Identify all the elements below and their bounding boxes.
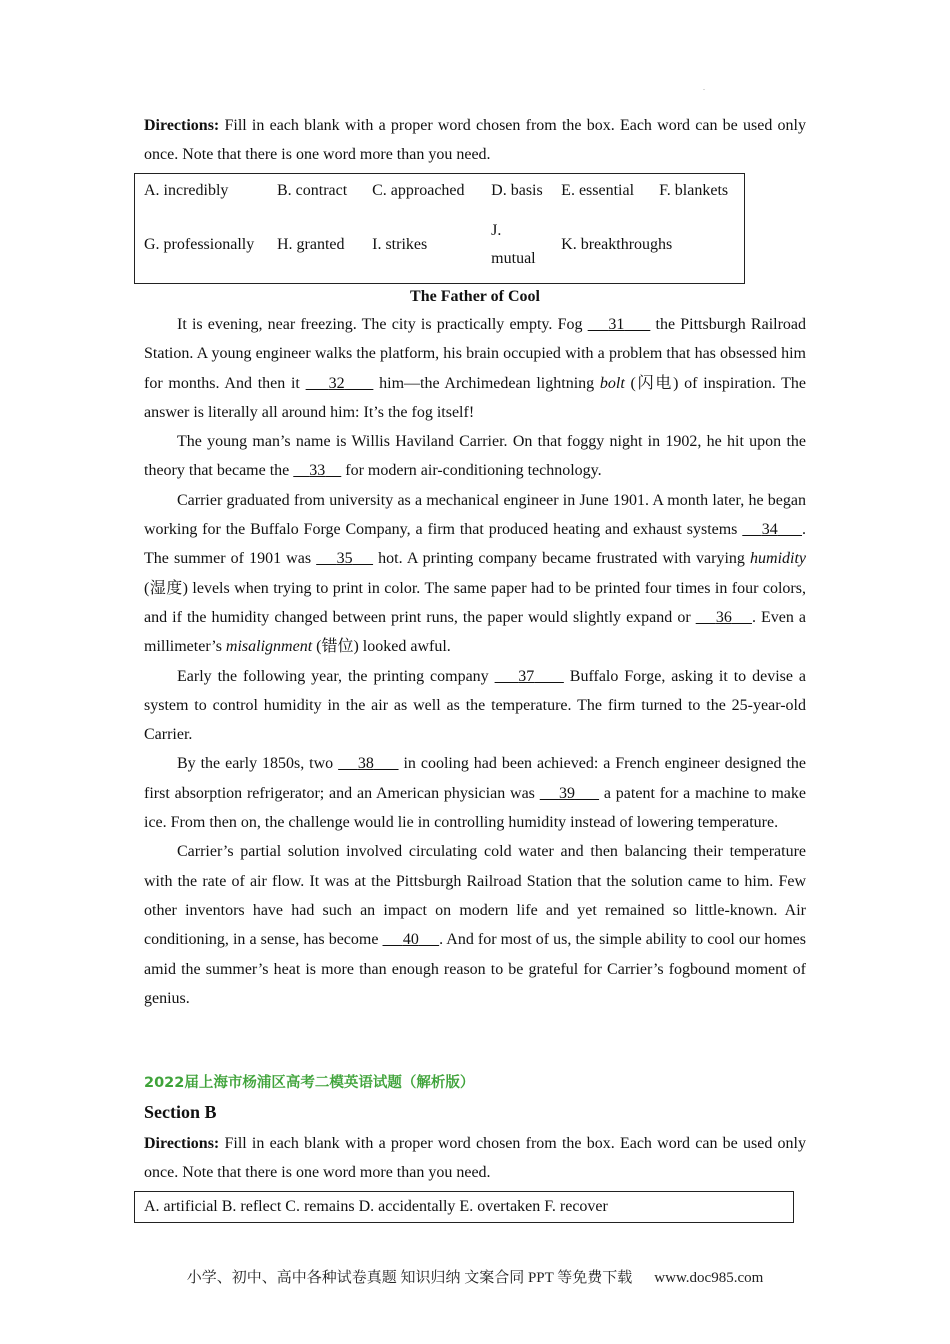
word-option: A. incredibly [144, 181, 229, 199]
blank-39 [540, 785, 599, 802]
passage-paragraph-5 [144, 749, 806, 837]
text-run: (错位) looked awful. [312, 638, 451, 656]
text-run: The young man’s name is Willis Haviland Carrier. On that foggy night in 1902, he hit upon the theory that became the [144, 433, 806, 480]
passage [144, 310, 806, 1013]
blank-number: 39 [558, 784, 575, 802]
word-option: J. mutual [491, 222, 536, 268]
text-run: Early the following year, the printing company [177, 667, 495, 685]
italic-term: misalignment [225, 638, 313, 656]
blank-number: 32 [328, 374, 345, 392]
blank-number: 31 [608, 316, 625, 333]
passage-paragraph-6 [144, 837, 806, 1013]
blank-32 [306, 375, 374, 392]
blank-38 [338, 755, 398, 772]
text-run: a patent for a machine to make ice. From then on, the challenge would lie in controlling humidity instead of lowering temperature. [144, 784, 807, 832]
directions-label: Directions: [144, 1135, 220, 1152]
blank-35 [316, 550, 373, 567]
directions [144, 111, 806, 170]
passage-paragraph-1 [144, 310, 806, 427]
passage-paragraph-2 [144, 427, 806, 486]
text-run: Buffalo Forge, asking it to devise a system to control humidity in the air as well as the temperature. The firm turned to the 25-year-old Carrier. [144, 667, 806, 744]
footer-text: 小学、初中、高中各种试卷真题 知识归纳 文案合同 PPT 等免费下载 [186, 1270, 633, 1286]
blank-33 [293, 462, 341, 479]
italic-term: humidity [750, 550, 807, 568]
directions-section-b [144, 1129, 806, 1188]
text-run: Carrier’s partial solution involved circulating cold water and then balancing their temperature with the rate of air flow. It was at the Pittsburgh Railroad Station that the solution came to him. Few other inventors have had such an impact on modern life and yet remained so little-known. Air conditioning, in a sense, has become [144, 843, 806, 949]
italic-term: bolt [599, 374, 625, 392]
text-run: By the early 1850s, two [177, 755, 339, 773]
blank-number: 33 [309, 462, 326, 480]
directions-label: Directions: [144, 117, 220, 134]
text-run: for modern air-conditioning technology. [341, 462, 602, 480]
page-footer [0, 1266, 950, 1290]
passage-paragraph-3 [144, 486, 806, 662]
passage-paragraph-4 [144, 662, 806, 750]
blank-40 [383, 931, 440, 948]
text-run: . The summer of 1901 was [144, 521, 807, 568]
blank-34 [742, 521, 802, 538]
directions-text: Fill in each blank with a proper word chosen from the box. Each word can be used only once. Note that there is one word more than you need. [144, 117, 806, 164]
blank-31 [588, 316, 651, 333]
blank-number: 34 [761, 521, 778, 539]
directions-paragraph [144, 1129, 806, 1188]
text-run: It is evening, near freezing. The city is practically empty. Fog [177, 316, 588, 333]
directions-paragraph [144, 111, 806, 170]
text-run: . And for most of us, the simple ability to cool our homes amid the summer’s heat is more than enough reason to be grateful for Carrier’s fogbound moment of genius. [144, 931, 806, 1007]
word-option: F. blankets [659, 181, 729, 199]
text-run: (湿度) levels when trying to print in color. The same paper had to be printed four times in four colors, and if the humidity changed between print runs, the paper would slightly expand or [144, 579, 806, 626]
text-run: him—the Archimedean lightning [373, 374, 600, 392]
text-run: Carrier graduated from university as a mechanical engineer in June 1901. A month later, he began working for the Buffalo Forge Company, a firm that produced heating and exhaust systems [144, 491, 806, 539]
exam-source-title: 2022届上海市杨浦区高考二模英语试题（解析版） [144, 1075, 475, 1091]
text-run: hot. A printing company became frustrated with varying [373, 550, 751, 568]
text-run: . Even a millimeter’s [144, 608, 807, 656]
word-option: C. approached [372, 181, 465, 199]
word-box-row-2 [135, 208, 745, 284]
text-run: (闪电) of inspiration. The answer is literally all around him: It’s the fog itself! [144, 374, 807, 421]
word-option: I. strikes [372, 236, 428, 254]
text-run: in cooling had been achieved: a French engineer designed the first absorption refrigerator; and an American physician was [144, 755, 806, 802]
blank-37 [495, 668, 564, 685]
word-option: B. contract [277, 181, 348, 199]
directions-text: Fill in each blank with a proper word chosen from the box. Each word can be used only once. Note that there is one word more than you need. [144, 1135, 806, 1182]
blank-number: 35 [336, 550, 353, 568]
decorative-dot: . [703, 83, 705, 92]
word-option: K. breakthroughs [561, 236, 673, 254]
blank-number: 37 [518, 667, 535, 685]
blank-number: 38 [357, 755, 374, 773]
word-option: G. professionally [144, 236, 255, 254]
blank-36 [696, 609, 752, 626]
word-box-section-b: A. artificial B. reflect C. remains D. accidentally E. overtaken F. recover [134, 1191, 794, 1223]
blank-number: 40 [402, 931, 419, 949]
footer-url[interactable]: www.doc985.com [654, 1270, 764, 1286]
section-heading: Section B [144, 1102, 217, 1122]
word-box [134, 173, 745, 284]
word-box-row-1 [135, 174, 745, 208]
word-option: D. basis [491, 181, 543, 199]
word-option: H. granted [277, 236, 345, 254]
blank-number: 36 [715, 608, 732, 626]
text-run: the Pittsburgh Railroad Station. A young engineer walks the platform, his brain occupied with a problem that has obsessed him for months. And then it [144, 316, 807, 392]
word-option: E. essential [561, 181, 635, 199]
passage-title: The Father of Cool [410, 288, 540, 305]
